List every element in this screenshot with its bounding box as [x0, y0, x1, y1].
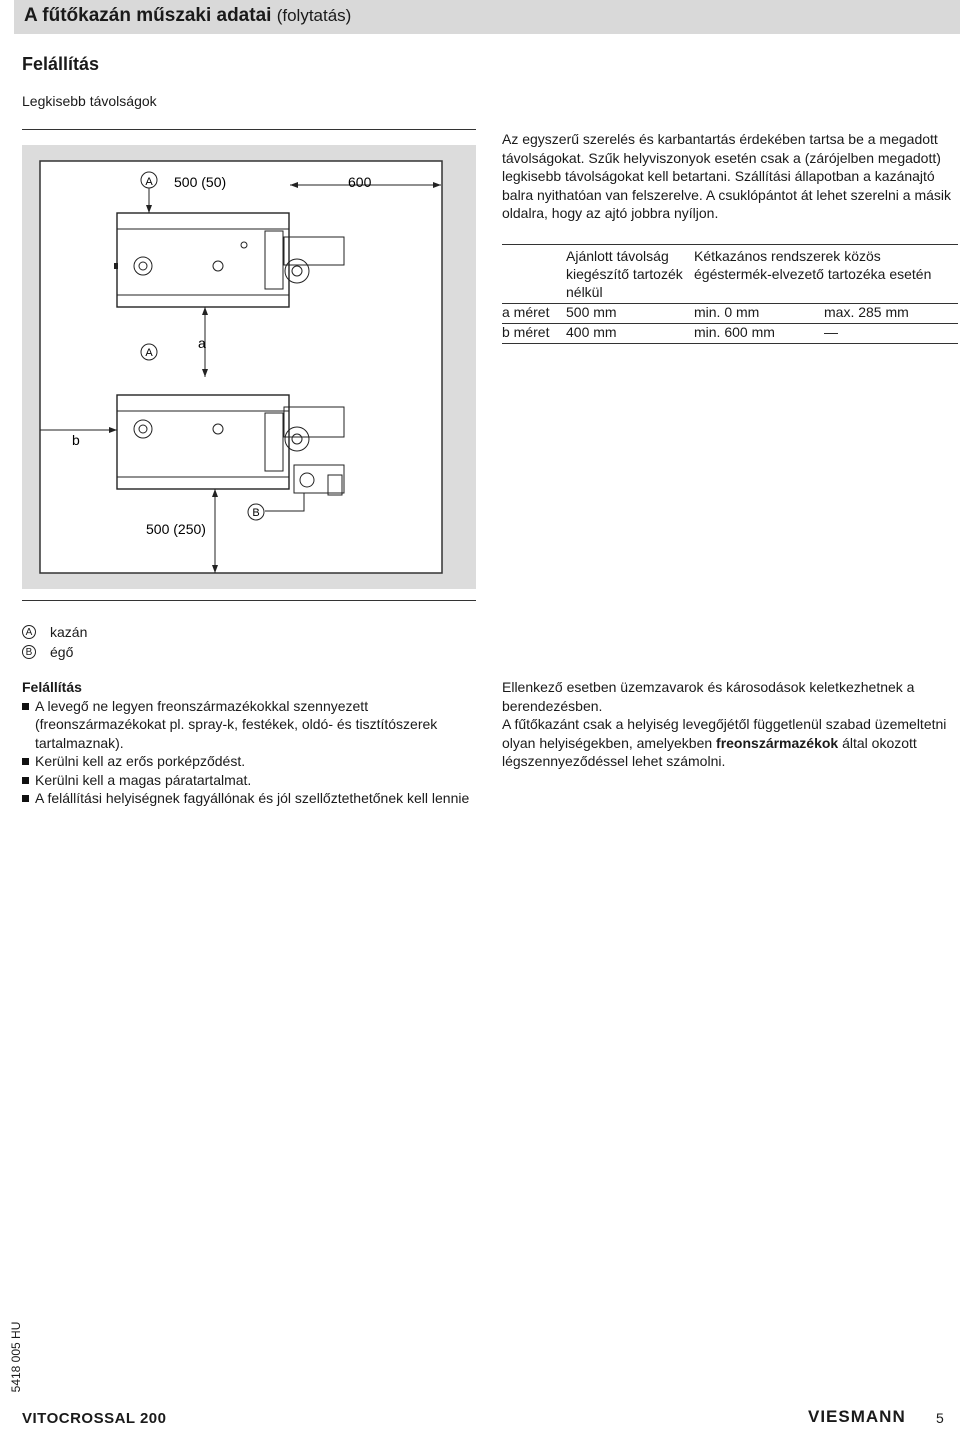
table-cell: 500 mm: [566, 303, 617, 320]
legend-key: A: [22, 625, 36, 639]
label-b-circle: B: [252, 507, 260, 519]
divider-left-bottom: [22, 600, 476, 601]
label-b-small: b: [72, 432, 80, 448]
title-text: A fűtőkazán műszaki adatai: [24, 5, 272, 26]
boiler-upper: [117, 213, 289, 307]
label-dim-top: 500 (50): [174, 174, 227, 190]
p2-start: A fűtőkazánt csak a helyiség levegőjétől függetlenül szabad üzemeltetni olyan helyiségekben, amelyekben: [502, 716, 947, 751]
document-code: 5418 005 HU: [9, 1321, 23, 1393]
bullet-text: A levegő ne legyen freonszármazékokkal szennyezett (freonszármazékokat pl. spray-k, festékek, oldó- és tisztítószerek tartalmaznak).: [35, 697, 438, 751]
page-title: [24, 5, 351, 27]
bullet-icon: [22, 777, 29, 784]
p2-bold: freonszármazékok: [716, 734, 839, 751]
table-cell: —: [824, 323, 838, 340]
legend: [22, 622, 87, 662]
right-paragraph-2: [502, 715, 954, 771]
label-dim-600: 600: [348, 174, 372, 190]
legend-text: kazán: [50, 624, 88, 640]
legend-item: [22, 622, 87, 642]
page-number: 5: [936, 1410, 944, 1426]
bullet-item: [22, 752, 478, 771]
bullet-text: Kerülni kell az erős porképződést.: [35, 753, 246, 769]
distance-table: [502, 244, 958, 344]
table-row-label: b méret: [502, 323, 550, 340]
install-section: [22, 678, 478, 808]
label-a-circle-top: A: [145, 176, 153, 188]
label-dim-bottom: 500 (250): [146, 521, 206, 537]
subsection-title: Legkisebb távolságok: [22, 93, 157, 109]
bullet-item: [22, 771, 478, 790]
table-header-double: Kétkazános rendszerek közös égéstermék-elvezető tartozéka esetén: [694, 248, 932, 282]
label-a-small: a: [198, 335, 206, 351]
table-cell: max. 285 mm: [824, 303, 909, 320]
installation-diagram: [22, 145, 476, 589]
divider-left-top: [22, 129, 476, 130]
boiler-lower: [117, 395, 289, 489]
install-title: Felállítás: [22, 679, 82, 695]
bullet-item: [22, 697, 478, 753]
bullet-text: A felállítási helyiségnek fagyállónak és jól szellőztethetőnek kell lennie: [35, 790, 470, 806]
bullet-icon: [22, 758, 29, 765]
bullet-item: [22, 789, 478, 808]
table-cell: 400 mm: [566, 323, 617, 340]
bullet-icon: [22, 703, 29, 710]
legend-key: B: [22, 645, 36, 659]
intro-paragraph: Az egyszerű szerelés és karbantartás érdekében tartsa be a megadott távolságokat. Szűk helyviszonyok esetén csak a (zárójelben megadott) legkisebb távolságokat kell betartani. Szállítási állapotban a kazánajtó balra nyithatóan van felszerelve. A csuklópántot át lehet szerelni a másik oldalra, hogy az ajtó jobbra nyíljon.: [502, 131, 952, 221]
right-paragraph-1: Ellenkező esetben üzemzavarok és károsodások keletkezhetnek a berendezésben.: [502, 679, 915, 714]
label-a-circle-lower: A: [145, 347, 153, 359]
figure-panel: [22, 145, 476, 589]
bullet-icon: [22, 795, 29, 802]
legend-item: [22, 642, 87, 662]
section-title: Felállítás: [22, 54, 100, 74]
brand-logo: VIESMANN: [808, 1407, 906, 1426]
table-header-recommended: Ajánlott távolság kiegészítő tartozék nélkül: [566, 248, 683, 300]
table-cell: min. 0 mm: [694, 303, 760, 320]
table-cell: min. 600 mm: [694, 323, 775, 340]
table-rule-top: [502, 244, 958, 245]
product-name: VITOCROSSAL 200: [22, 1410, 167, 1427]
table-row-label: a méret: [502, 303, 550, 320]
p2-end: által okozott légszennyeződéssel lehet számolni.: [502, 734, 917, 769]
title-continued: (folytatás): [276, 6, 352, 25]
right-column-text: [502, 678, 954, 771]
bullet-text: Kerülni kell a magas páratartalmat.: [35, 771, 252, 788]
legend-text: égő: [50, 644, 74, 660]
